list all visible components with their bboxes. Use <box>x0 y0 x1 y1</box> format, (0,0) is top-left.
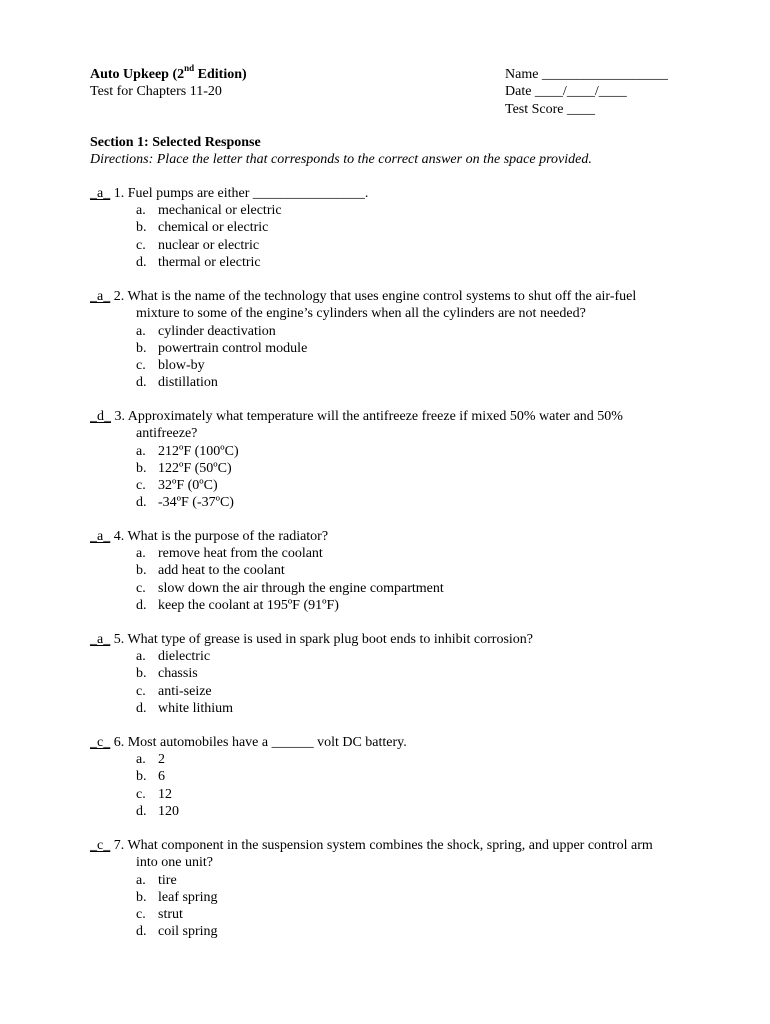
option-letter: b. <box>136 889 147 905</box>
option-letter: b. <box>136 769 147 785</box>
question-stem <box>90 288 690 305</box>
question-stem <box>90 408 690 425</box>
test-header <box>90 63 690 120</box>
option-text: mechanical or electric <box>158 203 282 219</box>
question-3 <box>90 408 690 511</box>
option-text: 12 <box>158 786 172 802</box>
option-b <box>90 460 690 477</box>
option-text: dielectric <box>158 649 211 665</box>
option-a <box>90 545 690 562</box>
option-c <box>90 477 690 494</box>
option-text: add heat to the coolant <box>158 563 285 579</box>
option-letter: d. <box>136 803 147 819</box>
option-text: white lithium <box>158 700 234 716</box>
question-text: 4. What is the purpose of the radiator? <box>110 529 329 544</box>
option-letter: a. <box>136 872 146 888</box>
option-letter: d. <box>136 597 147 613</box>
answer-blank[interactable]: _a_ <box>90 529 111 544</box>
option-letter: b. <box>136 666 147 682</box>
option-c <box>90 580 690 597</box>
option-text: distillation <box>158 375 218 391</box>
answer-blank[interactable]: _c_ <box>90 838 111 853</box>
name-field[interactable]: Name __________________ <box>505 67 668 82</box>
question-text: 1. Fuel pumps are either ________________. <box>110 186 369 201</box>
option-a <box>90 443 690 460</box>
option-text: remove heat from the coolant <box>158 546 323 562</box>
option-d <box>90 923 690 940</box>
option-d <box>90 374 690 391</box>
option-d <box>90 803 690 820</box>
question-text: 6. Most automobiles have a ______ volt DC battery. <box>110 735 407 750</box>
option-letter: c. <box>136 683 146 699</box>
option-text: anti-seize <box>158 683 212 699</box>
option-letter: c. <box>136 580 146 596</box>
course-title <box>90 63 247 83</box>
question-4 <box>90 528 690 614</box>
question-text-continued: antifreeze? <box>136 426 198 442</box>
option-letter: b. <box>136 460 147 476</box>
option-b <box>90 889 690 906</box>
question-text-continued: mixture to some of the engine’s cylinders when all the cylinders are not needed? <box>136 306 586 322</box>
option-text: powertrain control module <box>158 340 308 356</box>
option-letter: c. <box>136 477 146 493</box>
question-text-continued: into one unit? <box>136 855 213 871</box>
option-c <box>90 906 690 923</box>
option-letter: b. <box>136 340 147 356</box>
option-letter: a. <box>136 649 146 665</box>
question-text: 5. What type of grease is used in spark plug boot ends to inhibit corrosion? <box>110 632 533 647</box>
answer-blank[interactable]: _d_ <box>90 409 111 424</box>
option-text: 120 <box>158 803 179 819</box>
option-text: blow-by <box>158 357 205 373</box>
question-2 <box>90 288 690 391</box>
question-text: 3. Approximately what temperature will the antifreeze freeze if mixed 50% water and 50% <box>111 409 623 424</box>
test-subtitle: Test for Chapters 11-20 <box>90 84 222 100</box>
option-a <box>90 648 690 665</box>
question-stem <box>90 185 690 202</box>
option-letter: c. <box>136 906 146 922</box>
option-letter: d. <box>136 924 147 940</box>
answer-blank[interactable]: _a_ <box>90 289 111 304</box>
option-text: coil spring <box>158 924 218 940</box>
option-text: strut <box>158 906 183 922</box>
option-letter: a. <box>136 443 146 459</box>
option-a <box>90 202 690 219</box>
option-text: -34ºF (-37ºC) <box>158 495 234 511</box>
option-a <box>90 323 690 340</box>
header-left <box>90 63 247 101</box>
option-text: 2 <box>158 752 165 768</box>
option-text: 212ºF (100ºC) <box>158 443 239 459</box>
option-a <box>90 751 690 768</box>
answer-blank[interactable]: _c_ <box>90 735 111 750</box>
option-b <box>90 768 690 785</box>
question-stem <box>90 837 690 854</box>
test-score-field[interactable]: Test Score ____ <box>505 101 596 117</box>
course-title-superscript: nd <box>184 63 195 74</box>
option-text: tire <box>158 872 177 888</box>
option-letter: b. <box>136 220 147 236</box>
option-letter: d. <box>136 254 147 270</box>
question-7 <box>90 837 690 940</box>
option-text: thermal or electric <box>158 254 261 270</box>
course-title-text: Auto Upkeep (2 <box>90 67 185 82</box>
question-stem <box>90 631 690 648</box>
option-text: 122ºF (50ºC) <box>158 460 232 476</box>
option-text: nuclear or electric <box>158 237 260 253</box>
option-text: keep the coolant at 195ºF (91ºF) <box>158 597 339 613</box>
answer-blank[interactable]: _a_ <box>90 632 111 647</box>
section-title: Section 1: Selected Response <box>90 135 261 150</box>
option-d <box>90 494 690 511</box>
option-b <box>90 219 690 236</box>
question-6 <box>90 734 690 820</box>
date-field[interactable]: Date ____/____/____ <box>505 84 627 100</box>
question-1 <box>90 185 690 271</box>
option-letter: d. <box>136 495 147 511</box>
option-text: leaf spring <box>158 889 218 905</box>
option-text: slow down the air through the engine compartment <box>158 580 444 596</box>
option-c <box>90 786 690 803</box>
option-d <box>90 700 690 717</box>
question-stem <box>90 734 690 751</box>
question-text: 2. What is the name of the technology that uses engine control systems to shut off the air-fuel <box>110 289 637 304</box>
option-text: chemical or electric <box>158 220 269 236</box>
section-heading <box>90 134 690 169</box>
question-5 <box>90 631 690 717</box>
option-letter: c. <box>136 237 146 253</box>
option-d <box>90 254 690 271</box>
question-stem <box>90 528 690 545</box>
option-d <box>90 597 690 614</box>
option-letter: a. <box>136 546 146 562</box>
option-text: chassis <box>158 666 198 682</box>
section-directions: Directions: Place the letter that corresponds to the correct answer on the space provided. <box>90 152 592 168</box>
course-title-suffix: Edition) <box>194 67 247 82</box>
option-c <box>90 357 690 374</box>
option-letter: a. <box>136 752 146 768</box>
answer-blank[interactable]: _a_ <box>90 186 111 201</box>
option-b <box>90 562 690 579</box>
option-letter: d. <box>136 375 147 391</box>
option-c <box>90 237 690 254</box>
option-letter: c. <box>136 357 146 373</box>
option-letter: b. <box>136 563 147 579</box>
question-text: 7. What component in the suspension system combines the shock, spring, and upper control arm <box>110 838 653 853</box>
option-b <box>90 340 690 357</box>
option-b <box>90 665 690 682</box>
option-text: 6 <box>158 769 165 785</box>
option-letter: c. <box>136 786 146 802</box>
option-letter: d. <box>136 700 147 716</box>
option-a <box>90 872 690 889</box>
option-text: cylinder deactivation <box>158 323 276 339</box>
header-right <box>505 66 668 118</box>
option-c <box>90 683 690 700</box>
option-text: 32ºF (0ºC) <box>158 477 218 493</box>
option-letter: a. <box>136 323 146 339</box>
option-letter: a. <box>136 203 146 219</box>
